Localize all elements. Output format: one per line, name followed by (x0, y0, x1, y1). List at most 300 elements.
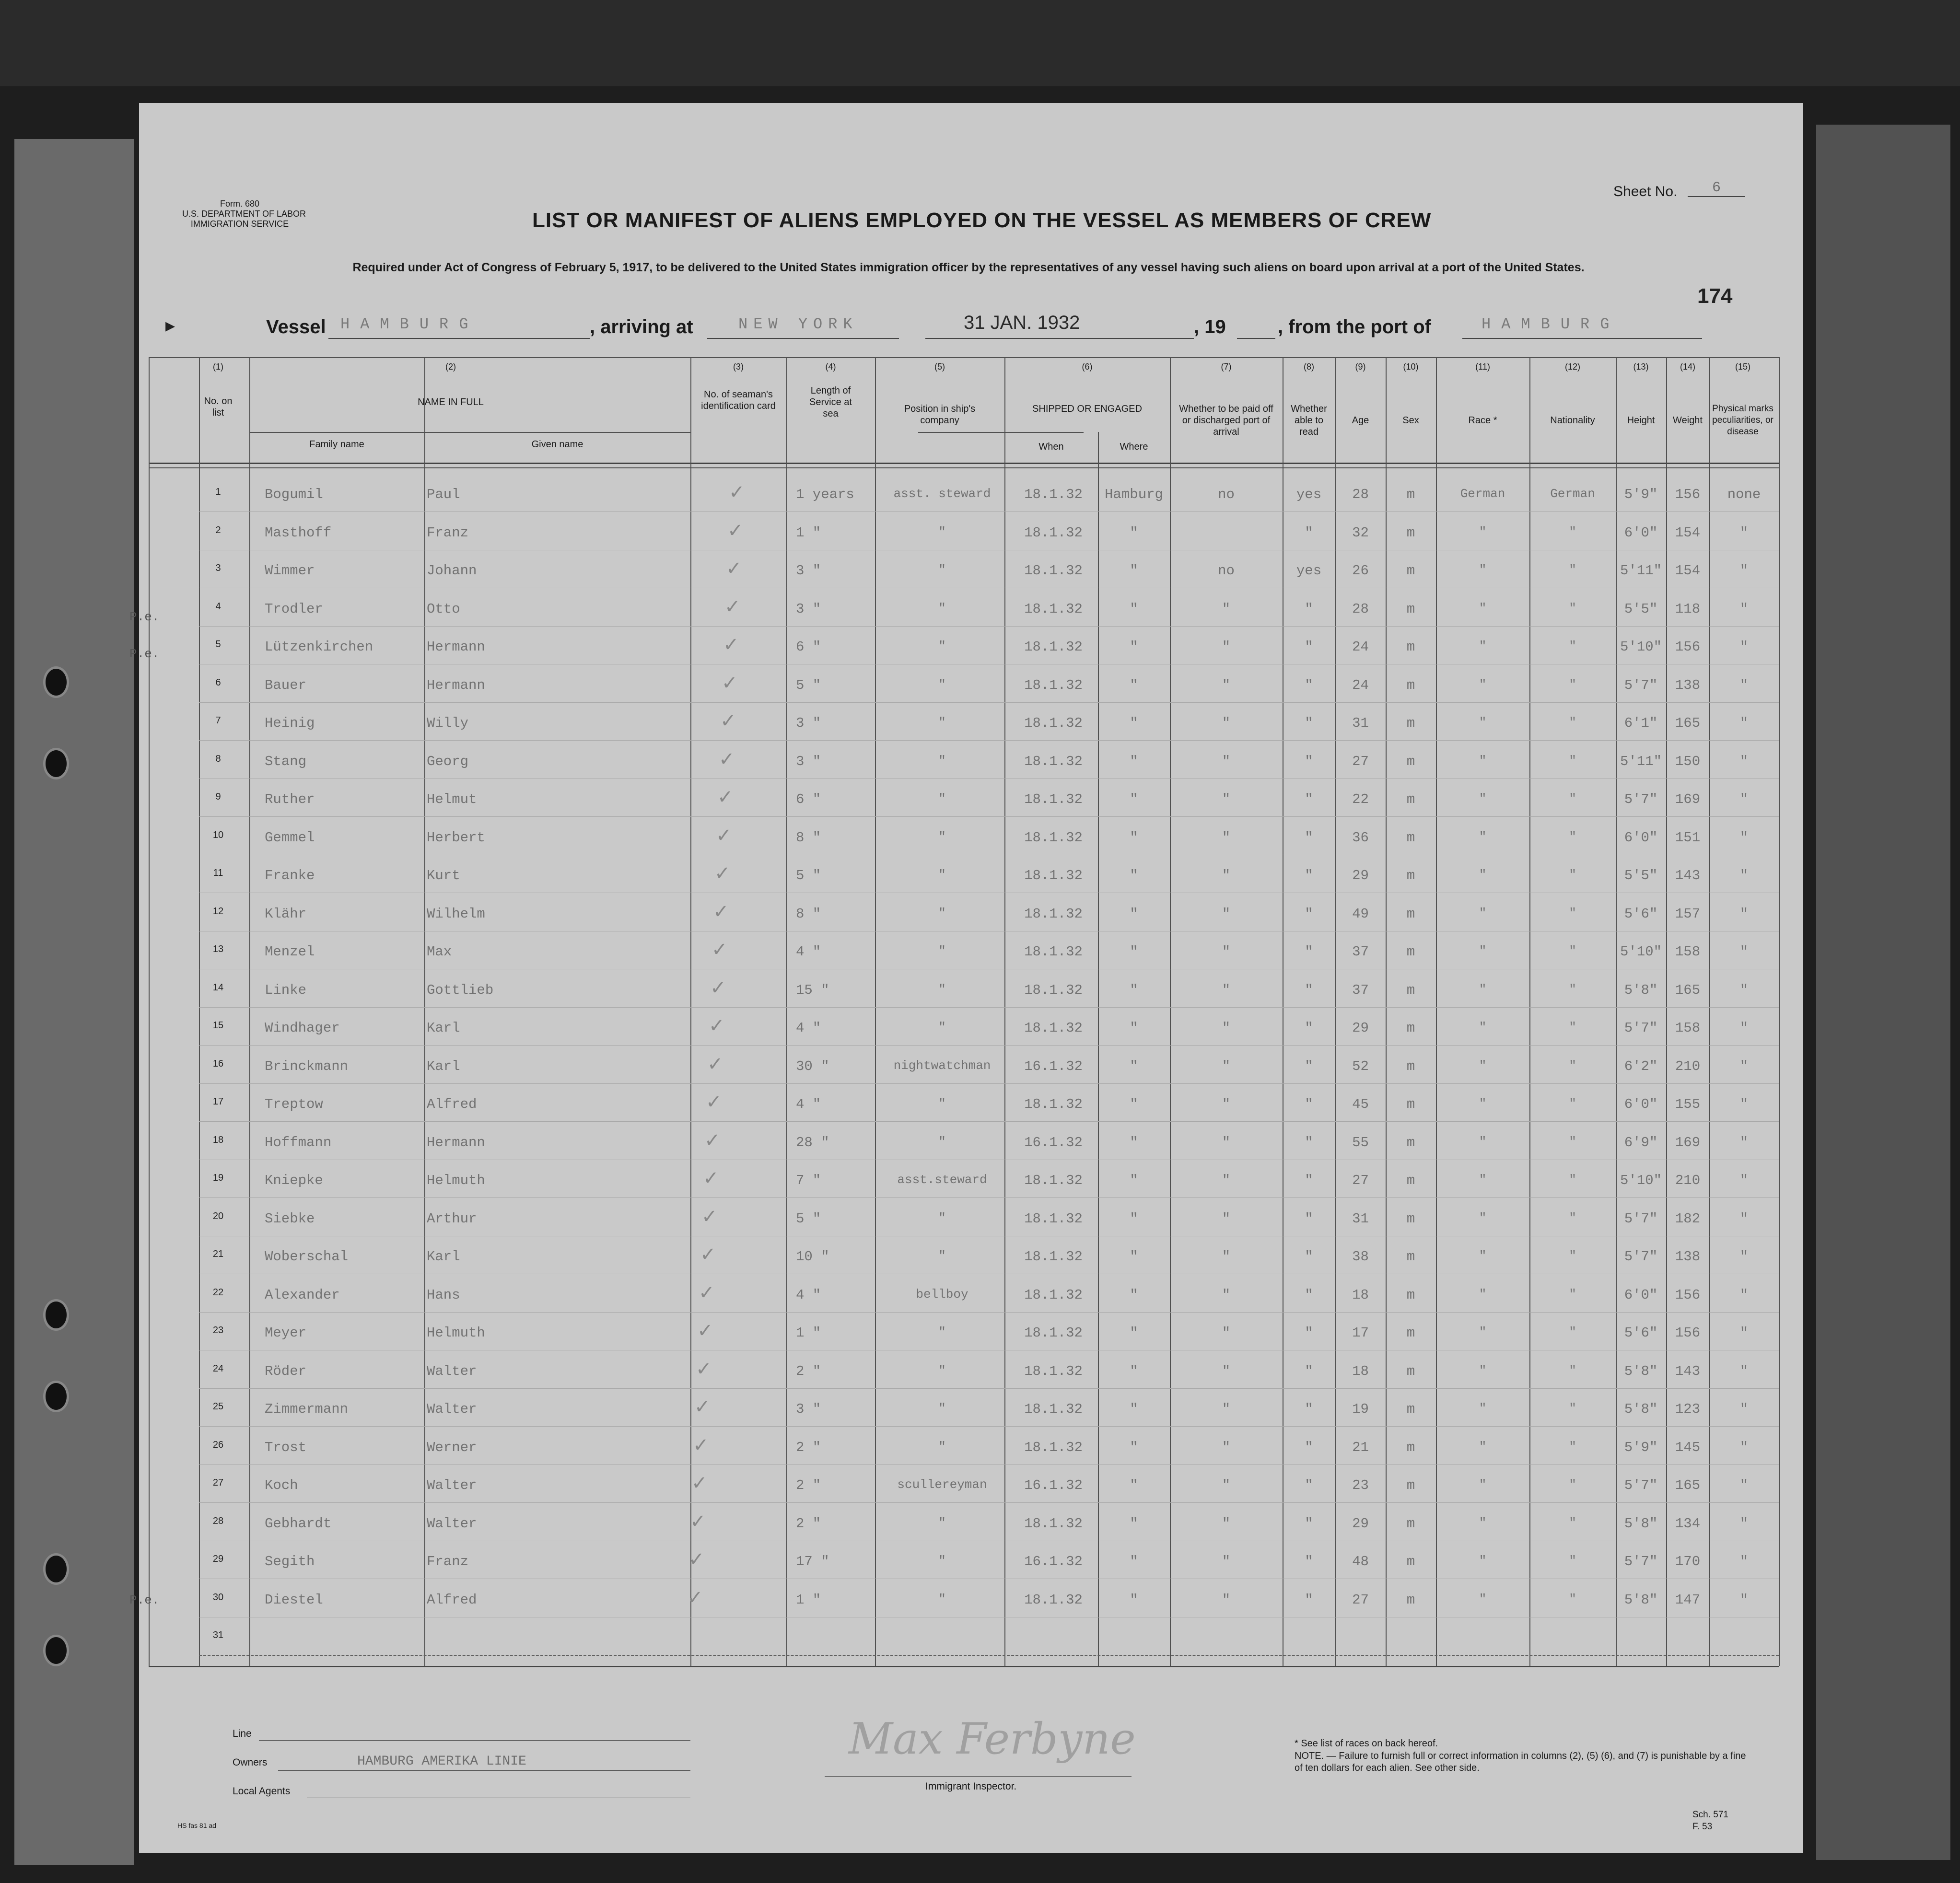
service-length-cell: 1 " (796, 1325, 821, 1341)
height-cell: 5'8" (1624, 1515, 1658, 1532)
col-race: Race * (1468, 415, 1497, 426)
nationality-cell: " (1569, 1058, 1576, 1073)
age-cell: 28 (1352, 487, 1369, 502)
family-name-cell: Heinig (265, 715, 315, 731)
row-number: 5 (215, 639, 221, 650)
race-cell: " (1479, 1401, 1487, 1416)
weight-cell: 134 (1675, 1515, 1701, 1532)
race-cell: " (1479, 1363, 1487, 1378)
table-column-rule (1709, 357, 1710, 1666)
age-cell: 27 (1352, 753, 1369, 769)
weight-cell: 158 (1675, 944, 1701, 960)
col4-number: (4) (825, 362, 836, 372)
paid-off-cell: " (1222, 1096, 1231, 1112)
physical-marks-cell: " (1739, 601, 1749, 617)
service-length-cell: 1 " (796, 1592, 821, 1608)
fine-note: NOTE. — Failure to furnish full or correct information in columns (2), (5) (6), and (7) is punishable by a fine of ten dollars for each alien. See other side. (1295, 1751, 1746, 1773)
weight-cell: 210 (1675, 1058, 1701, 1074)
shipped-when-cell: 18.1.32 (1024, 1020, 1083, 1036)
height-cell: 5'8" (1624, 1363, 1658, 1379)
weight-cell: 155 (1675, 1096, 1701, 1112)
paid-off-cell: " (1222, 1515, 1231, 1532)
col-id-card: No. of seaman's identification card (701, 389, 776, 411)
sex-cell: m (1406, 715, 1415, 731)
shipped-where-cell: " (1130, 1477, 1138, 1493)
nationality-cell: " (1569, 1249, 1576, 1263)
checkmark-icon: ✓ (724, 595, 741, 617)
able-read-cell: " (1305, 601, 1313, 617)
service-length-cell: 2 " (796, 1363, 821, 1379)
weight-cell: 118 (1675, 601, 1701, 617)
weight-cell: 165 (1675, 982, 1701, 998)
nationality-cell: " (1569, 1515, 1576, 1530)
family-name-cell: Wimmer (265, 563, 315, 579)
height-cell: 5'10" (1620, 1173, 1662, 1188)
age-cell: 38 (1352, 1249, 1369, 1265)
race-cell: " (1479, 1058, 1487, 1073)
nationality-cell: " (1569, 715, 1576, 730)
family-name-cell: Brinckmann (265, 1058, 349, 1074)
height-cell: 5'8" (1624, 982, 1658, 998)
service-length-cell: 5 " (796, 1210, 821, 1227)
physical-marks-cell: " (1739, 868, 1749, 883)
owners-value: HAMBURG AMERIKA LINIE (357, 1754, 526, 1769)
nationality-cell: " (1569, 982, 1576, 997)
given-name-cell: Alfred (427, 1592, 477, 1608)
shipped-where-cell: " (1130, 1249, 1138, 1265)
given-name-cell: Johann (427, 563, 477, 579)
local-agents-label: Local Agents (233, 1786, 291, 1797)
shipped-where-cell: " (1130, 1210, 1138, 1227)
table-column-rule (690, 357, 691, 1666)
row-rule (199, 1083, 1779, 1084)
able-read-cell: " (1305, 868, 1313, 883)
sex-cell: m (1406, 1020, 1415, 1036)
position-cell: " (938, 868, 946, 882)
weight-cell: 165 (1675, 715, 1701, 731)
service-length-cell: 5 " (796, 868, 821, 883)
paid-off-cell: " (1222, 1554, 1231, 1569)
checkmark-icon: ✓ (716, 824, 732, 846)
shipped-where-cell: " (1130, 1554, 1138, 1569)
position-cell: " (938, 1249, 946, 1263)
nationality-cell: " (1569, 1477, 1576, 1492)
age-cell: 17 (1352, 1325, 1369, 1341)
col-nationality: Nationality (1550, 415, 1595, 426)
position-cell: " (938, 1401, 946, 1416)
col-name-in-full: NAME IN FULL (418, 397, 484, 407)
sex-cell: m (1406, 487, 1415, 502)
row-rule (199, 1045, 1779, 1046)
position-cell: " (938, 1592, 946, 1606)
service-length-cell: 3 " (796, 715, 821, 731)
shipped-when-cell: 16.1.32 (1024, 1134, 1083, 1151)
sex-cell: m (1406, 1210, 1415, 1227)
able-read-cell: " (1305, 1592, 1313, 1608)
weight-cell: 169 (1675, 791, 1701, 807)
nationality-cell: " (1569, 944, 1576, 958)
shipped-where-cell: " (1130, 524, 1138, 541)
table-column-rule (1666, 357, 1667, 1666)
weight-cell: 210 (1675, 1173, 1701, 1188)
nationality-cell: " (1569, 906, 1576, 920)
nationality-cell: " (1569, 1592, 1576, 1606)
paid-off-cell: " (1222, 753, 1231, 769)
physical-marks-cell: " (1739, 1554, 1749, 1569)
sex-cell: m (1406, 753, 1415, 769)
inspector-label: Immigrant Inspector. (925, 1781, 1017, 1792)
age-cell: 19 (1352, 1401, 1369, 1417)
checkmark-icon: ✓ (723, 634, 739, 655)
service-length-cell: 15 " (796, 982, 829, 998)
f-number: F. 53 (1692, 1822, 1713, 1832)
table-column-rule (1386, 357, 1387, 1666)
binder-hole (43, 1553, 69, 1585)
position-cell: " (938, 791, 946, 806)
sex-cell: m (1406, 1325, 1415, 1341)
sex-cell: m (1406, 982, 1415, 998)
row-number: 2 (215, 524, 221, 535)
row-number: 31 (212, 1630, 224, 1640)
given-name-cell: Walter (427, 1401, 477, 1417)
able-read-cell: " (1305, 1287, 1313, 1303)
given-name-cell: Georg (427, 753, 469, 769)
row-rule (199, 511, 1779, 512)
service-length-cell: 4 " (796, 1287, 821, 1303)
weight-cell: 156 (1675, 1325, 1701, 1341)
position-cell: asst. steward (893, 487, 991, 501)
service-length-cell: 7 " (796, 1173, 821, 1188)
race-cell: " (1479, 1020, 1487, 1034)
position-cell: " (938, 677, 946, 692)
race-cell: German (1460, 487, 1505, 501)
table-column-rule (1779, 357, 1780, 1666)
physical-marks-cell: " (1739, 1592, 1749, 1608)
height-cell: 5'7" (1624, 1020, 1658, 1036)
row-number: 12 (212, 906, 224, 917)
given-name-cell: Walter (427, 1477, 477, 1493)
nationality-cell: " (1569, 753, 1576, 768)
checkmark-icon: ✓ (694, 1396, 711, 1418)
paid-off-cell: no (1218, 487, 1235, 502)
given-name-cell: Hans (427, 1287, 460, 1303)
row-rule (199, 1121, 1779, 1122)
checkmark-icon: ✓ (710, 976, 726, 999)
shipped-where-cell: " (1130, 982, 1138, 998)
checkmark-icon: ✓ (709, 1015, 725, 1036)
family-name-cell: Windhager (265, 1020, 340, 1036)
height-cell: 5'6" (1624, 1325, 1658, 1341)
nationality-cell: " (1569, 1134, 1576, 1149)
family-name-cell: Ruther (265, 791, 315, 807)
able-read-cell: yes (1296, 487, 1322, 502)
able-read-cell: " (1305, 1477, 1313, 1493)
paid-off-cell: no (1218, 563, 1235, 579)
position-cell: " (938, 563, 946, 577)
sex-cell: m (1406, 563, 1415, 579)
height-cell: 5'5" (1624, 601, 1658, 617)
col-shipped-engaged: SHIPPED OR ENGAGED (1032, 404, 1142, 414)
checkmark-icon: ✓ (720, 710, 736, 732)
able-read-cell: " (1305, 1249, 1313, 1265)
sex-cell: m (1406, 1134, 1415, 1151)
age-cell: 29 (1352, 1515, 1369, 1532)
race-cell: " (1479, 982, 1487, 997)
vessel-name: HAMBURG (340, 315, 479, 333)
given-name-cell: Karl (427, 1058, 460, 1074)
age-cell: 22 (1352, 791, 1369, 807)
shipped-where-cell: Hamburg (1105, 487, 1163, 502)
able-read-cell: " (1305, 1515, 1313, 1532)
weight-cell: 165 (1675, 1477, 1701, 1493)
family-name-cell: Zimmermann (265, 1401, 349, 1417)
race-cell: " (1479, 1325, 1487, 1339)
department: U.S. DEPARTMENT OF LABOR (182, 209, 306, 219)
age-cell: 48 (1352, 1554, 1369, 1569)
shipped-when-cell: 18.1.32 (1024, 1287, 1083, 1303)
col8-number: (8) (1304, 362, 1314, 372)
able-read-cell: " (1305, 1401, 1313, 1417)
paid-off-cell: " (1222, 1210, 1231, 1227)
shipped-when-cell: 18.1.32 (1024, 1325, 1083, 1341)
paid-off-cell: " (1222, 1173, 1231, 1188)
age-cell: 36 (1352, 829, 1369, 846)
race-cell: " (1479, 906, 1487, 920)
checkmark-icon: ✓ (722, 672, 738, 694)
row-number: 16 (212, 1058, 224, 1069)
shipped-where-cell: " (1130, 563, 1138, 579)
age-cell: 26 (1352, 563, 1369, 579)
row-rule (199, 1655, 1779, 1656)
position-cell: " (938, 601, 946, 616)
row-number: 14 (212, 982, 224, 993)
col-sex: Sex (1402, 415, 1419, 426)
service-length-cell: 6 " (796, 791, 821, 807)
row-rule (199, 740, 1779, 741)
given-name-cell: Paul (427, 487, 460, 502)
position-cell: scullereyman (897, 1477, 987, 1492)
sheet-label: Sheet No. (1613, 184, 1678, 199)
form-number (182, 199, 306, 229)
shipped-where-cell: " (1130, 791, 1138, 807)
sex-cell: m (1406, 1096, 1415, 1112)
given-name-cell: Walter (427, 1515, 477, 1532)
table-column-rule (1170, 357, 1171, 1666)
paid-off-cell: " (1222, 906, 1231, 922)
col15-number: (15) (1735, 362, 1750, 372)
col2-number: (2) (445, 362, 456, 372)
race-cell: " (1479, 829, 1487, 844)
race-cell: " (1479, 1096, 1487, 1111)
shipped-where-cell: " (1130, 1401, 1138, 1417)
service-length-cell: 4 " (796, 1096, 821, 1112)
physical-marks-cell: " (1739, 715, 1749, 731)
weight-cell: 156 (1675, 639, 1701, 655)
shipped-where-cell: " (1130, 639, 1138, 655)
checkmark-icon: ✓ (703, 1167, 719, 1189)
physical-marks-cell: none (1727, 487, 1761, 502)
physical-marks-cell: " (1739, 1401, 1749, 1417)
sex-cell: m (1406, 1287, 1415, 1303)
position-cell: " (938, 1515, 946, 1530)
weight-cell: 154 (1675, 524, 1701, 541)
family-name-cell: Segith (265, 1554, 315, 1569)
service-length-cell: 10 " (796, 1249, 829, 1265)
given-name-cell: Hermann (427, 677, 485, 693)
physical-marks-cell: " (1739, 753, 1749, 769)
row-number: 6 (215, 677, 221, 688)
able-read-cell: " (1305, 829, 1313, 846)
checkmark-icon: ✓ (701, 1205, 718, 1227)
physical-marks-cell: " (1739, 1363, 1749, 1379)
paid-off-cell: " (1222, 601, 1231, 617)
paid-off-cell: " (1222, 829, 1231, 846)
row-number: 15 (212, 1020, 224, 1031)
height-cell: 5'5" (1624, 868, 1658, 883)
height-cell: 6'9" (1624, 1134, 1658, 1151)
shipped-when-cell: 18.1.32 (1024, 1173, 1083, 1188)
service-length-cell: 8 " (796, 829, 821, 846)
shipped-when-cell: 16.1.32 (1024, 1058, 1083, 1074)
col-family-name: Family name (309, 439, 364, 450)
table-column-rule (424, 357, 425, 1666)
given-name-cell: Herbert (427, 829, 485, 846)
family-name-cell: Gemmel (265, 829, 315, 846)
physical-marks-cell: " (1739, 791, 1749, 807)
paid-off-cell: " (1222, 715, 1231, 731)
nationality-cell: " (1569, 677, 1576, 692)
from-port: HAMBURG (1482, 315, 1620, 333)
age-cell: 18 (1352, 1363, 1369, 1379)
shipped-where-cell: " (1130, 944, 1138, 960)
row-number: 19 (212, 1173, 224, 1183)
paid-off-cell: " (1222, 1020, 1231, 1036)
age-cell: 49 (1352, 906, 1369, 922)
service-length-cell: 3 " (796, 753, 821, 769)
row-rule (199, 1197, 1779, 1198)
position-cell: " (938, 1096, 946, 1111)
service-length-cell: 8 " (796, 906, 821, 922)
physical-marks-cell: " (1739, 1134, 1749, 1151)
nationality-cell: " (1569, 1439, 1576, 1454)
given-name-cell: Hermann (427, 639, 485, 655)
race-cell: " (1479, 791, 1487, 806)
family-name-cell: Alexander (265, 1287, 340, 1303)
position-cell: " (938, 639, 946, 653)
nationality-cell: " (1569, 1554, 1576, 1568)
able-read-cell: " (1305, 639, 1313, 655)
age-cell: 29 (1352, 868, 1369, 883)
shipped-when-cell: 18.1.32 (1024, 753, 1083, 769)
table-column-rule (1335, 357, 1336, 1666)
physical-marks-cell: " (1739, 982, 1749, 998)
shipped-when-cell: 18.1.32 (1024, 1096, 1083, 1112)
able-read-cell: " (1305, 982, 1313, 998)
line-label: Line (233, 1728, 252, 1739)
sex-cell: m (1406, 1439, 1415, 1455)
col13-number: (13) (1633, 362, 1649, 372)
checkmark-icon: ✓ (714, 862, 731, 884)
sheet-number: 6 (1688, 180, 1745, 197)
nationality-cell: " (1569, 1096, 1576, 1111)
weight-cell: 138 (1675, 677, 1701, 693)
able-read-cell: " (1305, 1363, 1313, 1379)
service-length-cell: 3 " (796, 601, 821, 617)
row-rule (199, 1007, 1779, 1008)
physical-marks-cell: " (1739, 906, 1749, 922)
row-number: 22 (212, 1287, 224, 1298)
binder-hole (43, 1299, 69, 1331)
checkmark-icon: ✓ (690, 1510, 706, 1532)
weight-cell: 138 (1675, 1249, 1701, 1265)
position-cell: " (938, 1439, 946, 1454)
height-cell: 6'0" (1624, 524, 1658, 541)
height-cell: 6'0" (1624, 829, 1658, 846)
sex-cell: m (1406, 601, 1415, 617)
race-cell: " (1479, 1249, 1487, 1263)
height-cell: 5'10" (1620, 639, 1662, 655)
age-cell: 28 (1352, 601, 1369, 617)
height-cell: 6'0" (1624, 1287, 1658, 1303)
col7-number: (7) (1221, 362, 1232, 372)
shipped-where-cell: " (1130, 1173, 1138, 1188)
paid-off-cell: " (1222, 1134, 1231, 1151)
col12-number: (12) (1564, 362, 1580, 372)
age-cell: 29 (1352, 1020, 1369, 1036)
physical-marks-cell: " (1739, 639, 1749, 655)
arrow-mark-icon: ▸ (165, 314, 175, 336)
given-name-cell: Karl (427, 1249, 460, 1265)
height-cell: 5'7" (1624, 1477, 1658, 1493)
row-rule (199, 626, 1779, 627)
sex-cell: m (1406, 829, 1415, 846)
row-rule (199, 1312, 1779, 1313)
given-name-cell: Franz (427, 524, 469, 541)
weight-cell: 156 (1675, 1287, 1701, 1303)
col-length-service: Length of Service at sea (809, 385, 852, 419)
service-length-cell: 2 " (796, 1515, 821, 1532)
service-length-cell: 30 " (796, 1058, 829, 1074)
checkmark-icon: ✓ (707, 1053, 723, 1075)
race-cell: " (1479, 563, 1487, 577)
position-cell: " (938, 1210, 946, 1225)
shipped-where-cell: " (1130, 1020, 1138, 1036)
race-cell: " (1479, 601, 1487, 616)
shipped-when-cell: 18.1.32 (1024, 982, 1083, 998)
print-code: HS fas 81 ad (177, 1822, 216, 1829)
age-cell: 45 (1352, 1096, 1369, 1112)
family-name-cell: Siebke (265, 1210, 315, 1227)
arrival-date-stamp: 31 JAN. 1932 (964, 312, 1080, 333)
position-cell: " (938, 906, 946, 920)
margin-mark: P.e. (129, 610, 160, 624)
weight-cell: 143 (1675, 1363, 1701, 1379)
height-cell: 5'7" (1624, 1249, 1658, 1265)
family-name-cell: Diestel (265, 1592, 323, 1608)
able-read-cell: " (1305, 1058, 1313, 1074)
able-read-cell: " (1305, 944, 1313, 960)
given-name-cell: Werner (427, 1439, 477, 1455)
shipped-where-cell: " (1130, 753, 1138, 769)
binder-hole (43, 1635, 69, 1666)
weight-cell: 154 (1675, 563, 1701, 579)
service-length-cell: 5 " (796, 677, 821, 693)
col10-number: (10) (1403, 362, 1419, 372)
checkmark-icon: ✓ (693, 1434, 709, 1456)
col-shipped-when: When (1038, 442, 1064, 452)
row-rule (199, 702, 1779, 703)
weight-cell: 151 (1675, 829, 1701, 846)
